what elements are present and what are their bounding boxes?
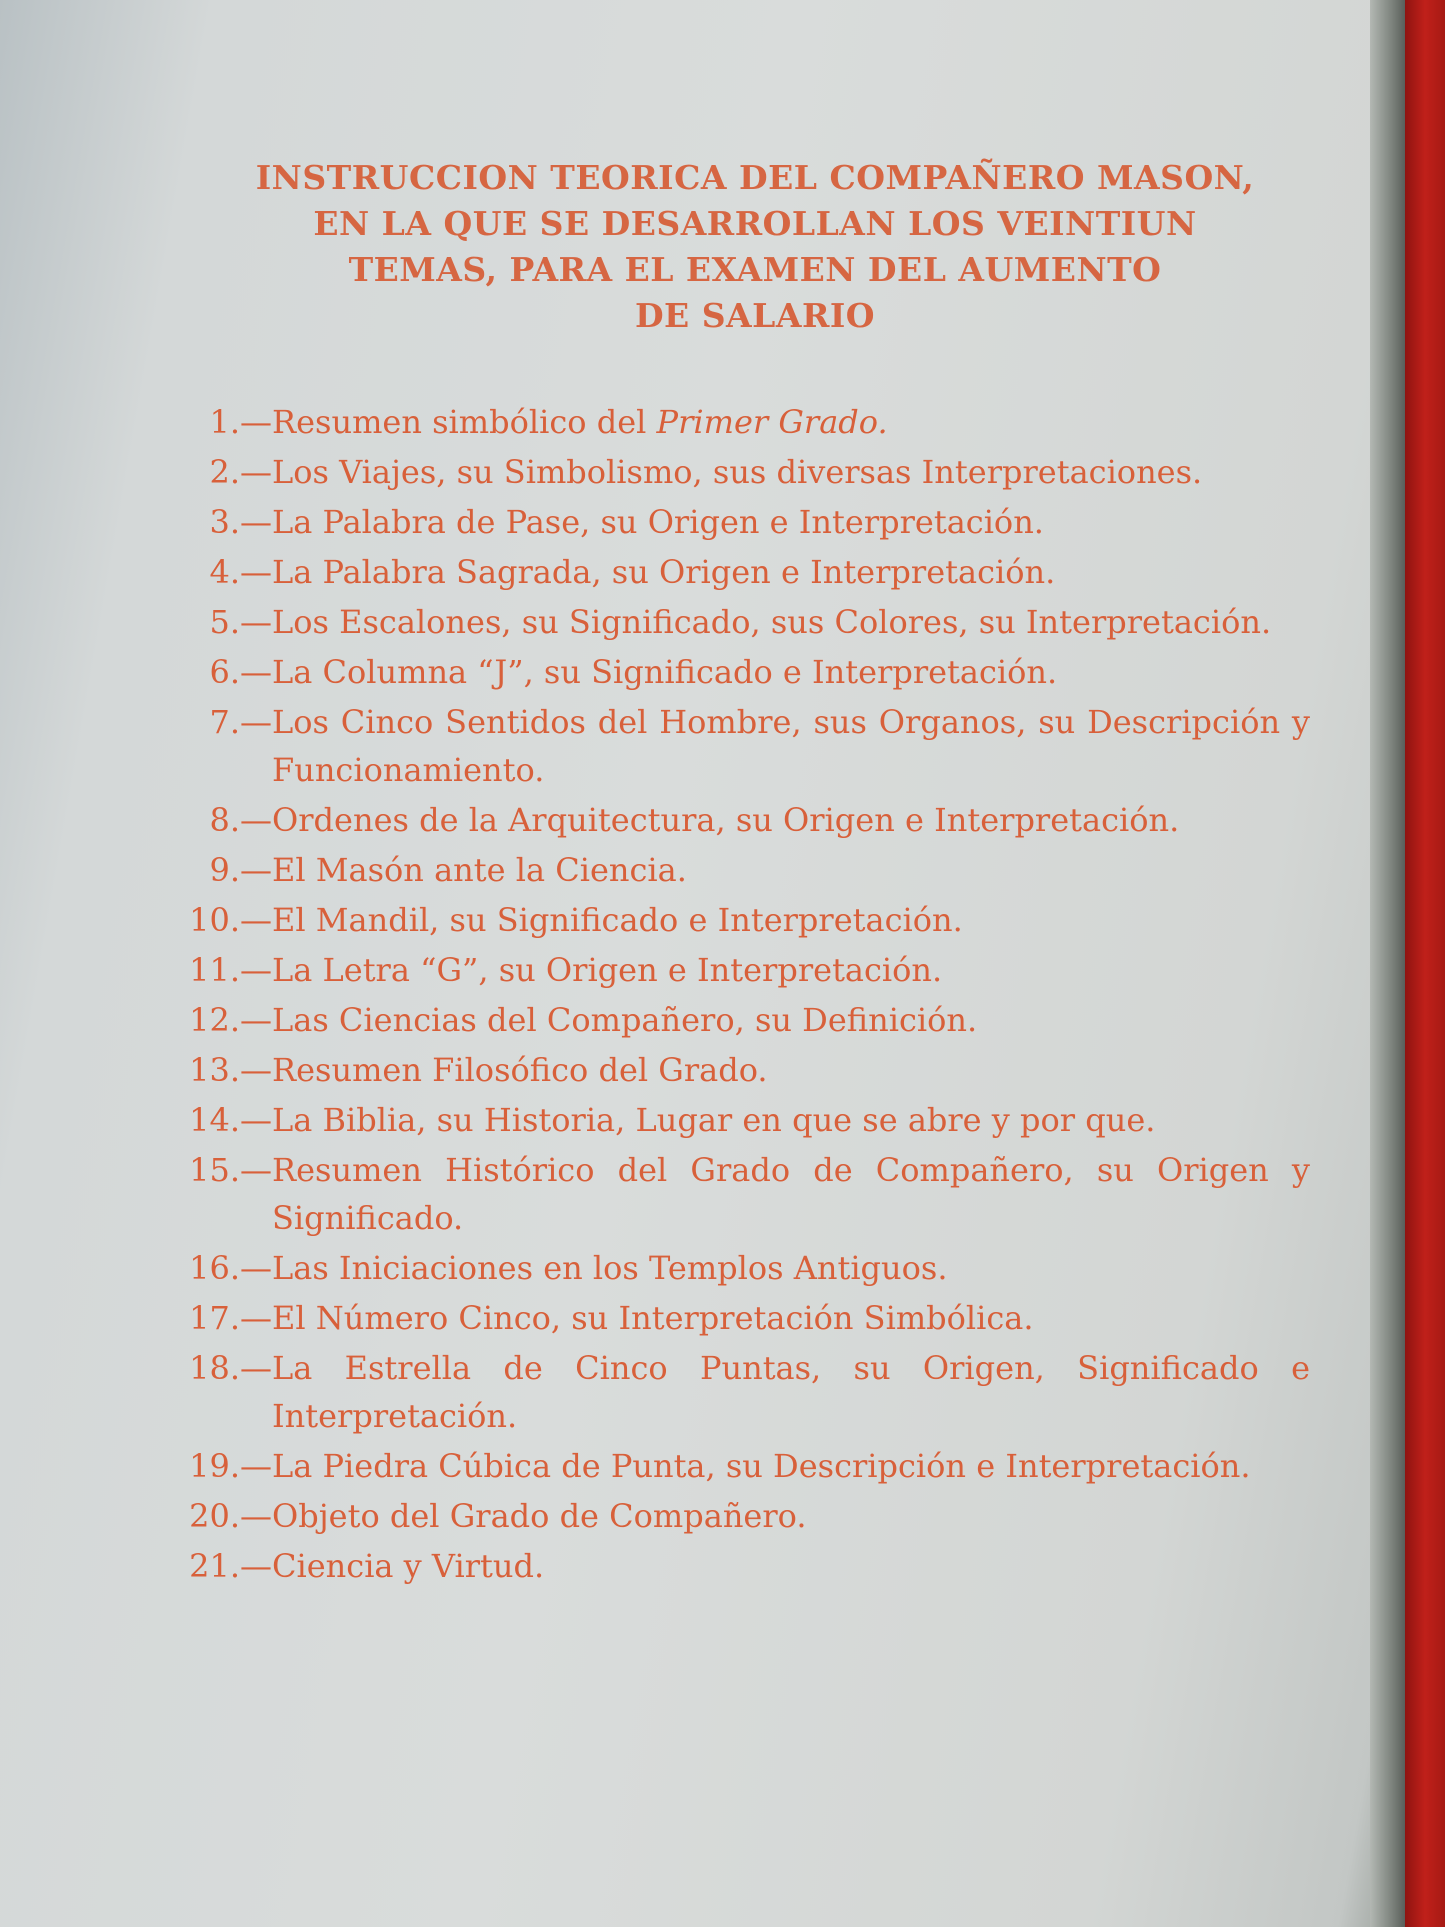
item-text: Ciencia y Virtud. [272, 1547, 545, 1585]
heading-line-4: DE SALARIO [634, 296, 876, 335]
list-item [140, 1542, 1310, 1590]
item-text: La Palabra de Pase, su Origen e Interpretación. [272, 503, 1044, 541]
item-text: La Columna “J”, su Significado e Interpretación. [272, 653, 1058, 691]
item-text: La Palabra Sagrada, su Origen e Interpretación. [272, 553, 1056, 591]
heading-line-1: INSTRUCCION TEORICA DEL COMPAÑERO MASON, [255, 158, 1255, 197]
item-number: 20.— [189, 1497, 272, 1535]
item-text: Ordenes de la Arquitectura, su Origen e Interpretación. [272, 801, 1180, 839]
list-item [140, 698, 1310, 794]
list-item [140, 648, 1310, 696]
item-text: Los Cinco Sentidos del Hombre, sus Organos, su Descripción y Funcionamiento. [272, 703, 1310, 789]
page-heading [190, 155, 1320, 339]
item-text: El Mandil, su Significado e Interpretación. [272, 901, 963, 939]
item-number: 18.— [189, 1349, 272, 1387]
item-text: Resumen Histórico del Grado de Compañero, su Origen y Significado. [272, 1151, 1310, 1237]
list-item [140, 448, 1310, 496]
item-text: Los Escalones, su Significado, sus Colores, su Interpretación. [272, 603, 1272, 641]
list-item [140, 996, 1310, 1044]
list-item [140, 1492, 1310, 1540]
item-text: El Número Cinco, su Interpretación Simbólica. [272, 1299, 1034, 1337]
item-number: 7.— [209, 703, 272, 741]
item-text: Resumen Filosófico del Grado. [272, 1051, 768, 1089]
list-item [140, 846, 1310, 894]
item-number: 4.— [209, 553, 272, 591]
list-item [140, 1442, 1310, 1490]
item-number: 9.— [209, 851, 272, 889]
list-item [140, 946, 1310, 994]
list-item [140, 398, 1310, 446]
item-text [272, 398, 1310, 446]
heading-line-3: TEMAS, PARA EL EXAMEN DEL AUMENTO [348, 250, 1162, 289]
list-item [140, 1344, 1310, 1440]
item-text: Objeto del Grado de Compañero. [272, 1497, 807, 1535]
item-number: 6.— [209, 653, 272, 691]
list-item [140, 1294, 1310, 1342]
page-edge-shadow [1370, 0, 1405, 1927]
item-text-plain: Resumen simbólico del [272, 403, 657, 441]
item-text: Los Viajes, su Simbolismo, sus diversas Interpretaciones. [272, 453, 1203, 491]
item-number: 13.— [189, 1051, 272, 1089]
item-number: 17.— [189, 1299, 272, 1337]
item-number: 5.— [209, 603, 272, 641]
item-number: 19.— [189, 1447, 272, 1485]
list-item [140, 1244, 1310, 1292]
item-text: La Letra “G”, su Origen e Interpretación. [272, 951, 943, 989]
item-number: 16.— [189, 1249, 272, 1287]
list-item [140, 796, 1310, 844]
item-number: 15.— [189, 1151, 272, 1189]
item-number: 12.— [189, 1001, 272, 1039]
list-item [140, 548, 1310, 596]
red-cover-edge [1405, 0, 1445, 1927]
item-number: 21.— [189, 1547, 272, 1585]
item-text: Las Ciencias del Compañero, su Definición. [272, 1001, 978, 1039]
item-number: 8.— [209, 801, 272, 839]
list-item [140, 598, 1310, 646]
item-number: 11.— [189, 951, 272, 989]
item-number: 10.— [189, 901, 272, 939]
item-number: 14.— [189, 1101, 272, 1139]
item-text: La Estrella de Cinco Puntas, su Origen, Significado e Interpretación. [272, 1349, 1310, 1435]
topics-list [140, 398, 1310, 1592]
item-number: 1.— [209, 403, 272, 441]
list-item [140, 1096, 1310, 1144]
item-text: Las Iniciaciones en los Templos Antiguos. [272, 1249, 948, 1287]
list-item [140, 1046, 1310, 1094]
list-item [140, 896, 1310, 944]
item-text: El Masón ante la Ciencia. [272, 851, 687, 889]
item-text-italic: Primer Grado. [656, 403, 888, 441]
item-number: 3.— [209, 503, 272, 541]
item-number: 2.— [209, 453, 272, 491]
list-item [140, 498, 1310, 546]
item-text: La Piedra Cúbica de Punta, su Descripción e Interpretación. [272, 1447, 1251, 1485]
list-item [140, 1146, 1310, 1242]
heading-line-2: EN LA QUE SE DESARROLLAN LOS VEINTIUN [313, 204, 1197, 243]
item-text: La Biblia, su Historia, Lugar en que se abre y por que. [272, 1101, 1156, 1139]
